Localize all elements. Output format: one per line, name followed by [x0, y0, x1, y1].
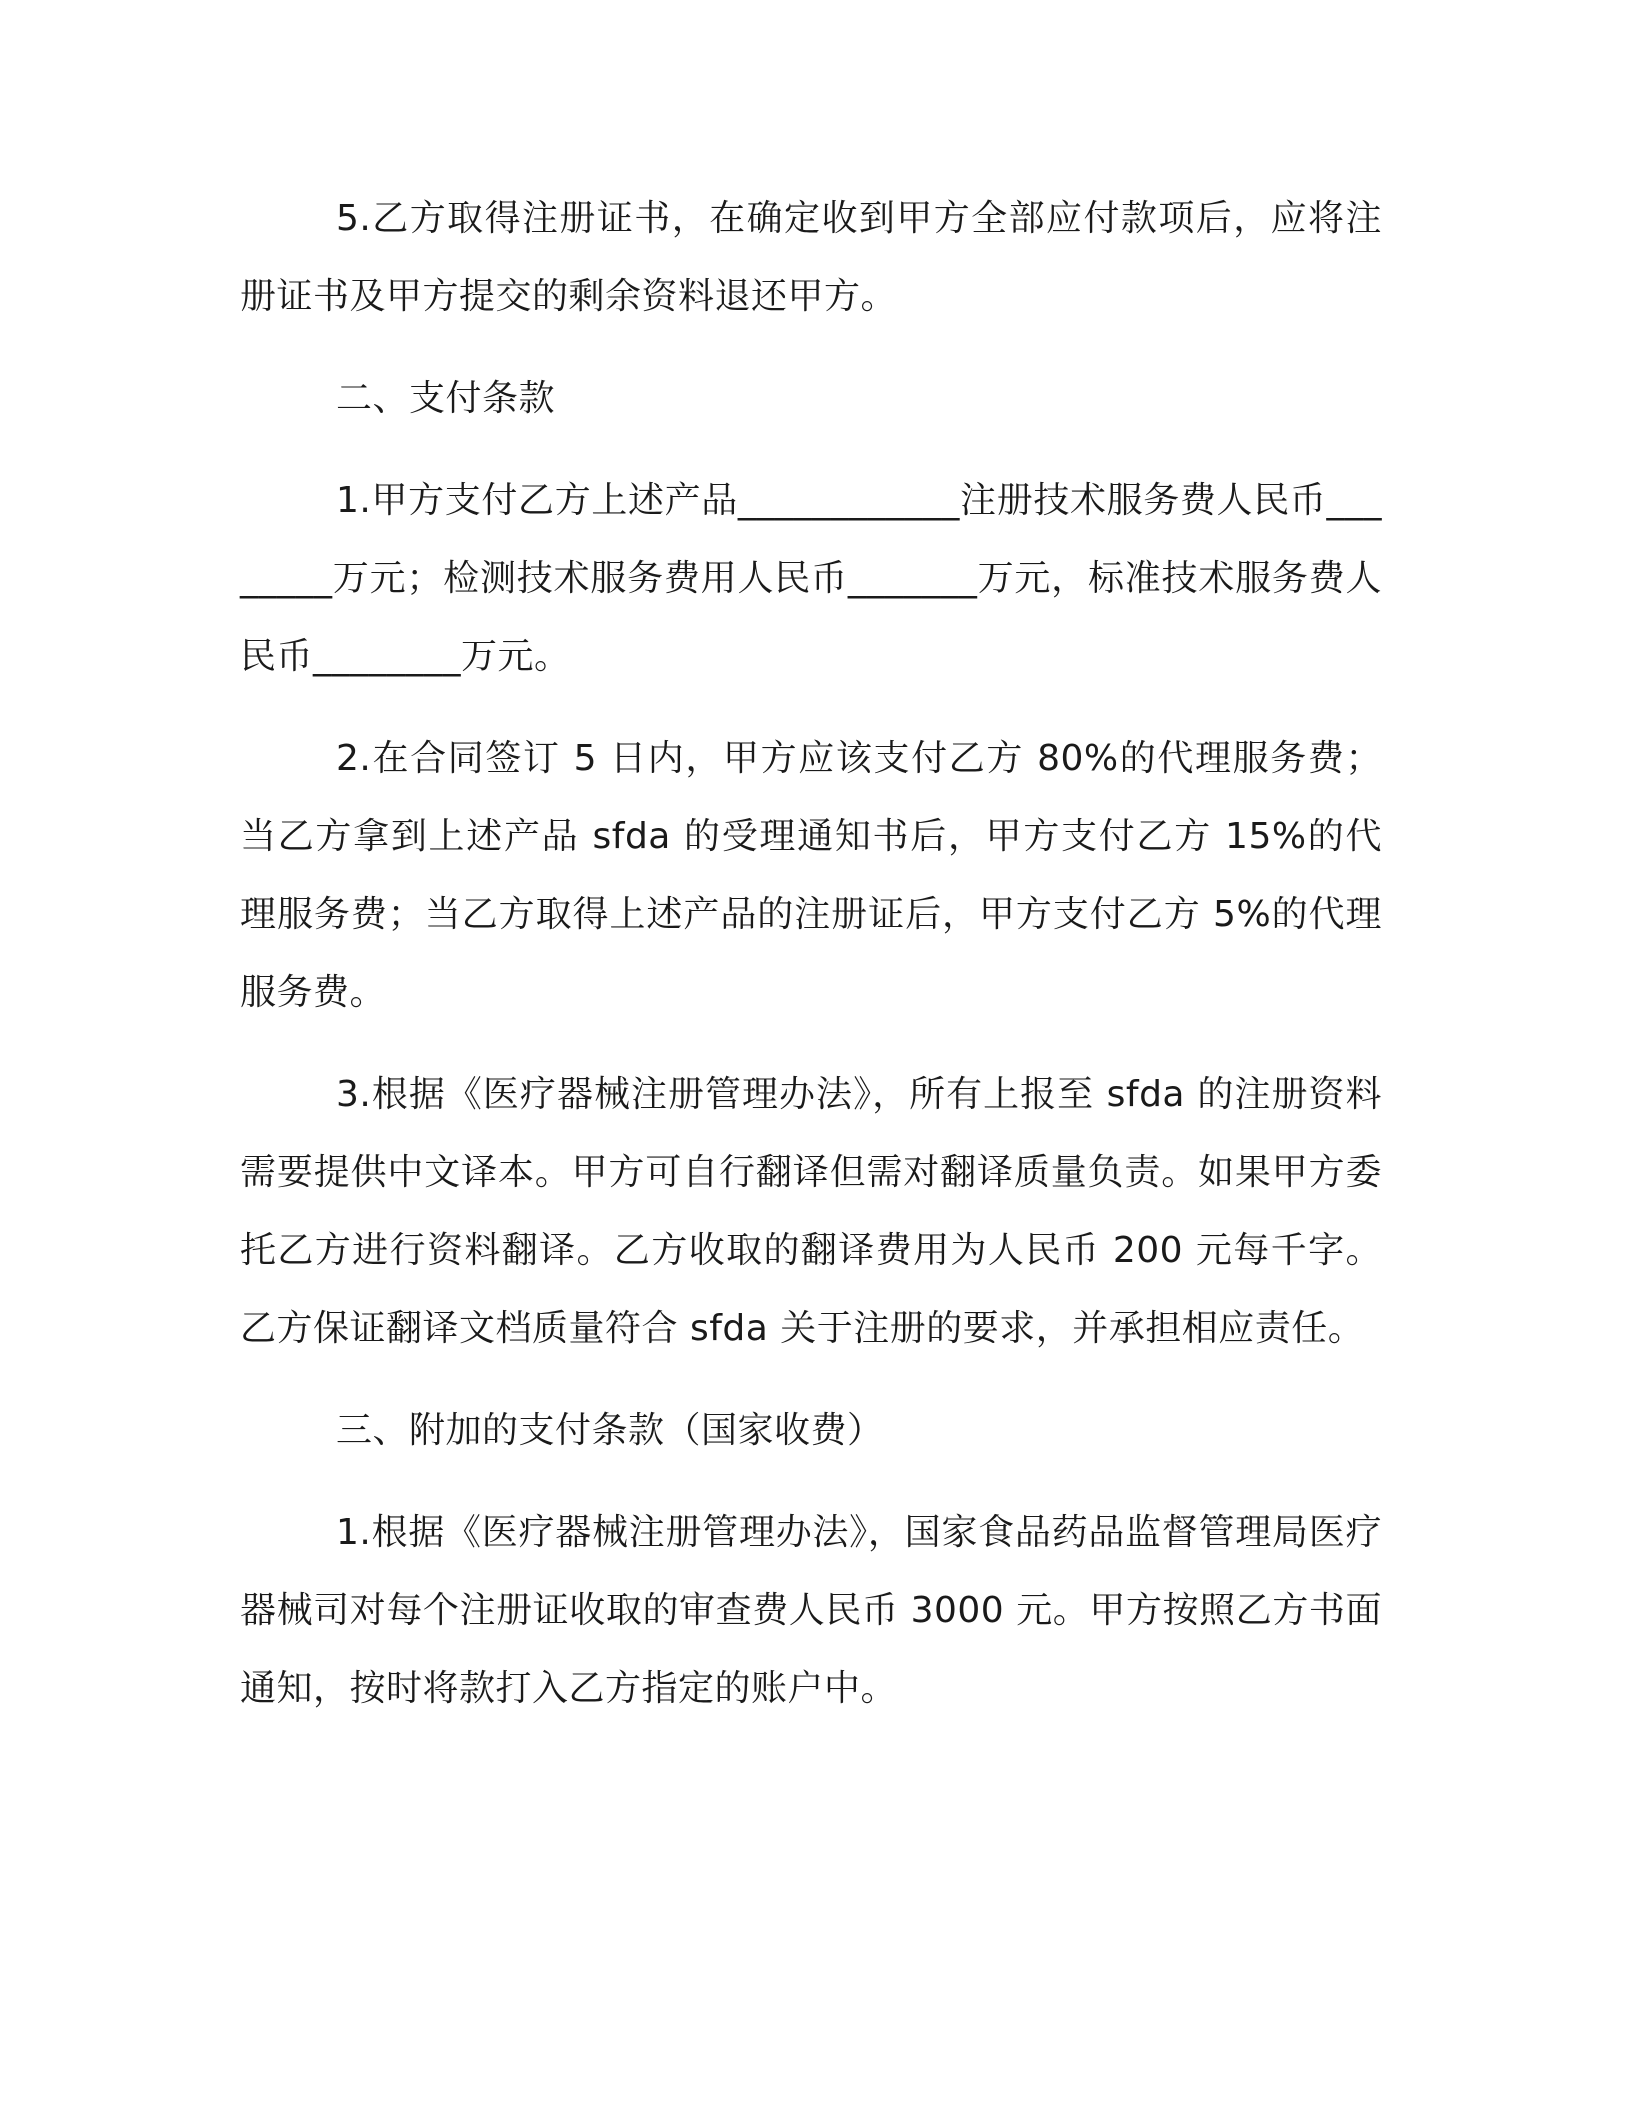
paragraph-payment-3: 3.根据《医疗器械注册管理办法》，所有上报至 sfda 的注册资料需要提供中文译本。甲方可自行翻译但需对翻译质量负责。如果甲方委托乙方进行资料翻译。乙方收取的翻译费用为人民币 200 元每千字。乙方保证翻译文档质量符合 sfda 关于注册的要求，并承担相应责任。: [240, 1074, 1382, 1349]
document-page: [240, 180, 1382, 1728]
section-heading-payment-terms: 二、支付条款: [336, 378, 556, 419]
paragraph-payment-2: 2.在合同签订 5 日内，甲方应该支付乙方 80%的代理服务费；当乙方拿到上述产品 sfda 的受理通知书后，甲方支付乙方 15%的代理服务费；当乙方取得上述产品的注册证后，甲方支付乙方 5%的代理服务费。: [240, 738, 1382, 1013]
paragraph-item-5: 5.乙方取得注册证书，在确定收到甲方全部应付款项后，应将注册证书及甲方提交的剩余资料退还甲方。: [240, 198, 1382, 317]
section-heading-additional-payment: 三、附加的支付条款（国家收费）: [336, 1410, 884, 1451]
paragraph-state-fee-1: 1.根据《医疗器械注册管理办法》，国家食品药品监督管理局医疗器械司对每个注册证收取的审查费人民币 3000 元。甲方按照乙方书面通知，按时将款打入乙方指定的账户中。: [240, 1512, 1382, 1709]
paragraph-payment-1: 1.甲方支付乙方上述产品____________注册技术服务费人民币________万元；检测技术服务费用人民币_______万元，标准技术服务费人民币________万元。: [240, 480, 1382, 677]
